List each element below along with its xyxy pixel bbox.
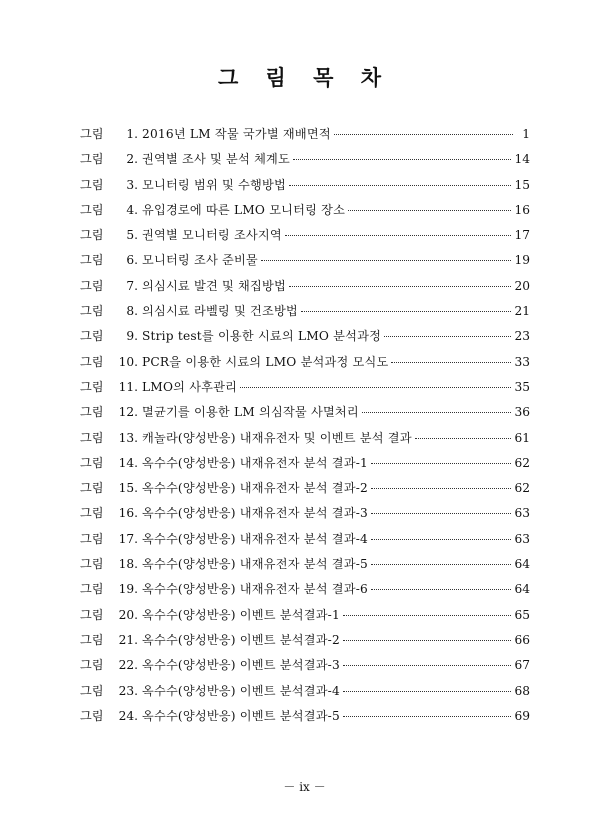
toc-entry-label: 그림 bbox=[80, 177, 104, 192]
toc-entry-number: 16. bbox=[118, 506, 138, 521]
toc-entry-leader bbox=[301, 310, 512, 312]
toc-entry[interactable] bbox=[80, 176, 530, 201]
toc-entry-number: 6. bbox=[126, 253, 138, 268]
toc-entry-leader bbox=[289, 285, 512, 287]
toc-entry-label: 그림 bbox=[80, 354, 104, 369]
toc-entry-title: 옥수수(양성반응) 내재유전자 분석 결과-3 bbox=[142, 506, 368, 521]
toc-entry-number: 9. bbox=[126, 329, 138, 344]
toc-entry-title: 권역별 조사 및 분석 체계도 bbox=[142, 152, 291, 167]
toc-entry-leader bbox=[348, 209, 511, 211]
toc-entry-number: 11. bbox=[118, 379, 138, 394]
toc-entry[interactable] bbox=[80, 454, 530, 479]
toc-entry-label: 그림 bbox=[80, 632, 104, 647]
toc-entry[interactable] bbox=[80, 403, 530, 428]
toc-entry[interactable] bbox=[80, 707, 530, 732]
toc-entry-label: 그림 bbox=[80, 278, 104, 293]
toc-entry-number: 14. bbox=[118, 455, 138, 470]
toc-entry-number: 17. bbox=[118, 531, 138, 546]
toc-entry[interactable] bbox=[80, 656, 530, 681]
toc-entry-label: 그림 bbox=[80, 405, 104, 420]
toc-entry-leader bbox=[362, 411, 512, 413]
toc-entry-page: 63 bbox=[514, 506, 530, 521]
toc-entry-title: 2016년 LM 작물 국가별 재배면적 bbox=[142, 127, 331, 141]
toc-entry[interactable] bbox=[80, 201, 530, 226]
toc-entry[interactable] bbox=[80, 631, 530, 656]
toc-entry-number: 10. bbox=[118, 354, 138, 369]
toc-entry-label: 그림 bbox=[80, 253, 104, 268]
toc-entry-page: 66 bbox=[514, 632, 530, 647]
toc-entry-page: 64 bbox=[514, 582, 530, 597]
toc-entry-number: 20. bbox=[118, 607, 138, 622]
toc-entry-label: 그림 bbox=[80, 152, 104, 167]
toc-entry[interactable] bbox=[80, 530, 530, 555]
toc-entry-number: 18. bbox=[118, 557, 138, 572]
toc-entry-number: 21. bbox=[118, 632, 138, 647]
toc-entry-title: 옥수수(양성반응) 내재유전자 분석 결과-2 bbox=[142, 481, 368, 496]
toc-entry-title: 유입경로에 따른 LMO 모니터링 장소 bbox=[142, 202, 346, 217]
toc-entry[interactable] bbox=[80, 226, 530, 251]
toc-entry-leader bbox=[371, 487, 512, 489]
toc-entry[interactable] bbox=[80, 251, 530, 276]
toc-entry-leader bbox=[371, 563, 512, 565]
toc-entry-leader bbox=[384, 335, 511, 337]
toc-entry-page: 69 bbox=[514, 708, 530, 723]
toc-entry[interactable] bbox=[80, 504, 530, 529]
toc-entry[interactable] bbox=[80, 302, 530, 327]
toc-entry-number: 22. bbox=[118, 658, 138, 673]
toc-entry-title: 옥수수(양성반응) 내재유전자 분석 결과-6 bbox=[142, 582, 368, 597]
toc-entry-leader bbox=[391, 361, 511, 363]
toc-entry-title: 옥수수(양성반응) 이벤트 분석결과-2 bbox=[142, 632, 340, 647]
toc-entry[interactable] bbox=[80, 353, 530, 378]
toc-entry-title: 옥수수(양성반응) 이벤트 분석결과-5 bbox=[142, 708, 340, 723]
toc-entry-number: 2. bbox=[126, 152, 138, 167]
toc-entry-number: 7. bbox=[126, 278, 138, 293]
page-title: 그 림 목 차 bbox=[217, 65, 392, 90]
toc-entry-leader bbox=[415, 437, 512, 439]
toc-entry-label: 그림 bbox=[80, 329, 104, 344]
toc-entry-label: 그림 bbox=[80, 582, 104, 597]
toc-entry-title: 모니터링 범위 및 수행방법 bbox=[142, 177, 286, 192]
toc-entry-page: 14 bbox=[514, 152, 530, 167]
toc-entry-leader bbox=[343, 690, 512, 692]
toc-entry-number: 1. bbox=[126, 127, 138, 141]
toc-entry-page: 19 bbox=[514, 253, 530, 268]
toc-entry-page: 16 bbox=[514, 202, 530, 217]
toc-entry-title: 권역별 모니터링 조사지역 bbox=[142, 228, 282, 243]
page-number: － ix － bbox=[283, 780, 326, 794]
toc-entry[interactable] bbox=[80, 125, 530, 150]
toc-entry-page: 65 bbox=[514, 607, 530, 622]
toc-entry-label: 그림 bbox=[80, 557, 104, 572]
toc-entry-label: 그림 bbox=[80, 481, 104, 496]
toc-entry-number: 23. bbox=[118, 683, 138, 698]
toc-entry[interactable] bbox=[80, 327, 530, 352]
toc-entry-number: 24. bbox=[118, 708, 138, 723]
toc-entry-page: 1 bbox=[522, 127, 530, 141]
toc-entry-page: 33 bbox=[514, 354, 530, 369]
toc-entry-page: 20 bbox=[514, 278, 530, 293]
toc-entry-title: LMO의 사후관리 bbox=[142, 379, 238, 394]
toc-entry-page: 68 bbox=[514, 683, 530, 698]
toc-entry-number: 8. bbox=[126, 304, 138, 319]
toc-entry-page: 36 bbox=[514, 405, 530, 420]
toc-entry-leader bbox=[371, 512, 512, 514]
toc-entry-leader bbox=[293, 158, 511, 160]
toc-entry-label: 그림 bbox=[80, 531, 104, 546]
toc-entry[interactable] bbox=[80, 378, 530, 403]
toc-entry-leader bbox=[371, 462, 512, 464]
toc-entry-title: 모니터링 조사 준비물 bbox=[142, 253, 258, 268]
toc-entry-label: 그림 bbox=[80, 506, 104, 521]
toc-entry-number: 15. bbox=[118, 481, 138, 496]
toc-entry-number: 4. bbox=[126, 202, 138, 217]
toc-entry-label: 그림 bbox=[80, 430, 104, 445]
toc-entry-label: 그림 bbox=[80, 607, 104, 622]
toc-entry-leader bbox=[343, 639, 512, 641]
toc-entry-title: 옥수수(양성반응) 이벤트 분석결과-3 bbox=[142, 658, 340, 673]
toc-entry-title: 옥수수(양성반응) 내재유전자 분석 결과-1 bbox=[142, 455, 368, 470]
toc-entry-page: 35 bbox=[514, 379, 530, 394]
toc-entry-leader bbox=[261, 259, 512, 261]
toc-entry-label: 그림 bbox=[80, 708, 104, 723]
toc-entry[interactable] bbox=[80, 150, 530, 175]
toc-entry[interactable] bbox=[80, 555, 530, 580]
toc-entry-leader bbox=[289, 184, 512, 186]
toc-entry-number: 13. bbox=[118, 430, 138, 445]
toc-entry-page: 62 bbox=[514, 481, 530, 496]
toc-entry-label: 그림 bbox=[80, 202, 104, 217]
toc-entry-leader bbox=[343, 715, 512, 717]
toc-entry-number: 19. bbox=[118, 582, 138, 597]
toc-entry-page: 17 bbox=[514, 228, 530, 243]
toc-entry-number: 12. bbox=[118, 405, 138, 420]
toc-entry-leader bbox=[240, 386, 511, 388]
toc-entry-page: 61 bbox=[514, 430, 530, 445]
toc-entry[interactable] bbox=[80, 682, 530, 707]
toc-entry-label: 그림 bbox=[80, 379, 104, 394]
toc-entry-page: 63 bbox=[514, 531, 530, 546]
toc-entry-title: Strip test를 이용한 시료의 LMO 분석과정 bbox=[142, 329, 382, 344]
toc-entry-title: PCR을 이용한 시료의 LMO 분석과정 모식도 bbox=[142, 354, 389, 369]
toc-entry-title: 옥수수(양성반응) 이벤트 분석결과-4 bbox=[142, 683, 340, 698]
toc-entry-leader bbox=[371, 588, 512, 590]
toc-entry-page: 15 bbox=[514, 177, 530, 192]
toc-entry-title: 옥수수(양성반응) 내재유전자 분석 결과-4 bbox=[142, 531, 368, 546]
toc-entry-title: 옥수수(양성반응) 내재유전자 분석 결과-5 bbox=[142, 557, 368, 572]
toc-entry-leader bbox=[343, 664, 512, 666]
toc-entry-page: 64 bbox=[514, 557, 530, 572]
toc-entry[interactable] bbox=[80, 479, 530, 504]
toc-entry-title: 의심시료 라벨링 및 건조방법 bbox=[142, 304, 298, 319]
toc-entry-label: 그림 bbox=[80, 683, 104, 698]
toc-entry-label: 그림 bbox=[80, 127, 104, 141]
toc-entry-title: 멸균기를 이용한 LM 의심작물 사멸처리 bbox=[142, 405, 359, 420]
toc-entry[interactable] bbox=[80, 277, 530, 302]
toc-entry-leader bbox=[371, 538, 512, 540]
toc-entry-number: 3. bbox=[126, 177, 138, 192]
toc-entry-number: 5. bbox=[126, 228, 138, 243]
toc-entry-label: 그림 bbox=[80, 228, 104, 243]
toc-entry-page: 67 bbox=[514, 658, 530, 673]
toc-entry-page: 62 bbox=[514, 455, 530, 470]
toc-entry[interactable] bbox=[80, 606, 530, 631]
toc-entry-title: 의심시료 발견 및 채집방법 bbox=[142, 278, 286, 293]
toc-entry-title: 캐놀라(양성반응) 내재유전자 및 이벤트 분석 결과 bbox=[142, 430, 412, 445]
toc-entry-label: 그림 bbox=[80, 455, 104, 470]
toc-entry-label: 그림 bbox=[80, 658, 104, 673]
toc-entry-label: 그림 bbox=[80, 304, 104, 319]
toc-entry-leader bbox=[285, 234, 512, 236]
toc-entry-title: 옥수수(양성반응) 이벤트 분석결과-1 bbox=[142, 607, 340, 622]
toc-entry-leader bbox=[343, 614, 512, 616]
figure-list bbox=[80, 125, 530, 732]
toc-entry[interactable] bbox=[80, 429, 530, 454]
toc-entry[interactable] bbox=[80, 580, 530, 605]
toc-entry-page: 23 bbox=[514, 329, 530, 344]
toc-entry-leader bbox=[334, 133, 513, 135]
toc-entry-page: 21 bbox=[514, 304, 530, 319]
